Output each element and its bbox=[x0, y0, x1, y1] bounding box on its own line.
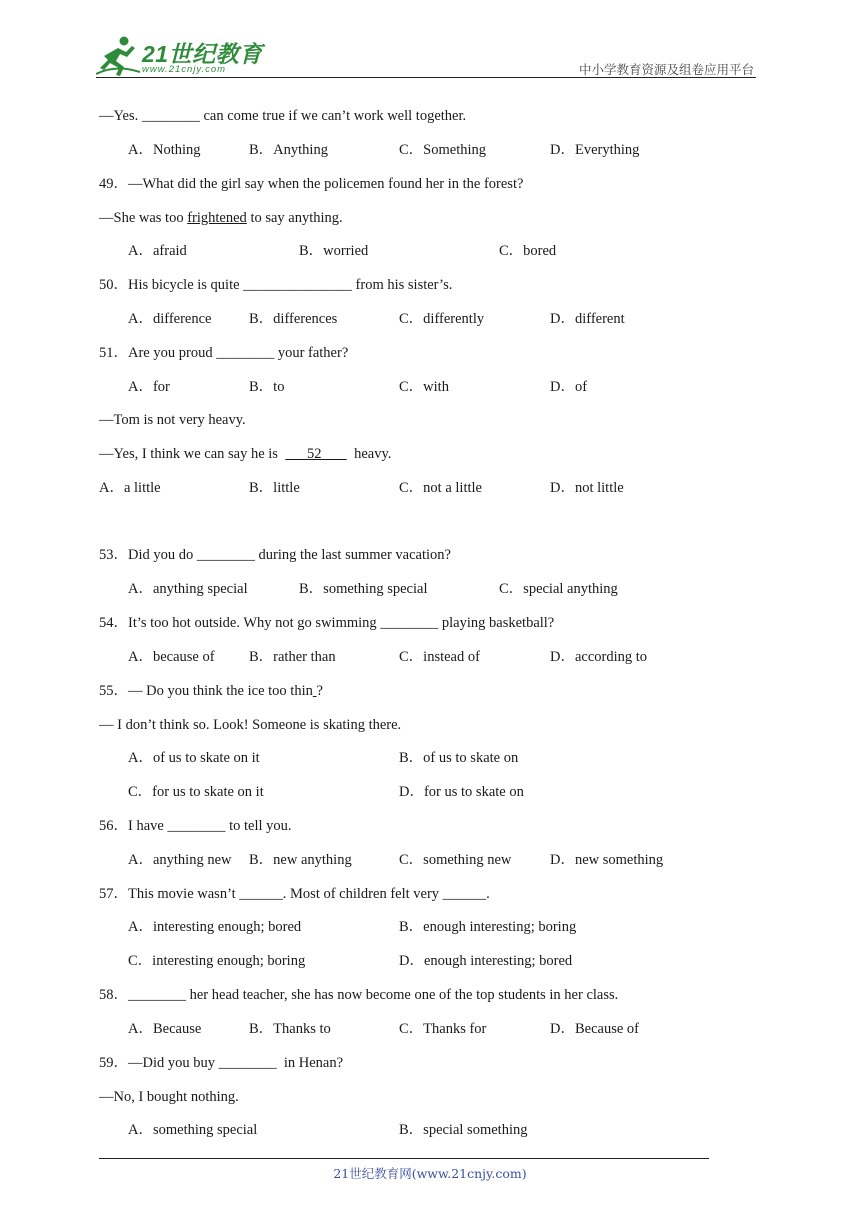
option: D．enough interesting; bored bbox=[399, 953, 573, 969]
option: C．not a little bbox=[399, 480, 482, 496]
footer-text: 21世纪教育网(www.21cnjy.com) bbox=[333, 1166, 527, 1181]
option: A．interesting enough; bored bbox=[128, 919, 302, 935]
question-56: 56．I have ________ to tell you. bbox=[99, 818, 292, 834]
header-platform-text: 中小学教育资源及组卷应用平台 bbox=[578, 62, 754, 77]
option: B．something special bbox=[299, 581, 428, 597]
option: C．special anything bbox=[499, 581, 618, 597]
option: A．afraid bbox=[128, 243, 187, 259]
option: A．Nothing bbox=[128, 142, 201, 158]
logo-sub-text: www.21cnjy.com bbox=[142, 64, 227, 75]
option: C．Thanks for bbox=[399, 1021, 487, 1037]
option: D．Everything bbox=[550, 142, 640, 158]
option: D．Because of bbox=[550, 1021, 639, 1037]
option: B．special something bbox=[399, 1122, 528, 1138]
option: D．of bbox=[550, 379, 588, 395]
option: D．according to bbox=[550, 649, 648, 665]
option: A．because of bbox=[128, 649, 215, 665]
option: C．Something bbox=[399, 142, 487, 158]
option: D．for us to skate on bbox=[399, 784, 524, 800]
option: B．to bbox=[249, 379, 285, 395]
option: B．differences bbox=[249, 311, 338, 327]
option: B．Anything bbox=[249, 142, 328, 158]
runner-logo-icon bbox=[96, 34, 142, 78]
question-50: 50．His bicycle is quite _______________ from his sister’s. bbox=[99, 277, 453, 293]
text: —Yes, I think we can say he is bbox=[99, 446, 286, 462]
question-58: 58．________ her head teacher, she has now become one of the top students in her class. bbox=[99, 987, 619, 1003]
dialogue-line: —Tom is not very heavy. bbox=[99, 412, 246, 428]
footer-divider bbox=[99, 1158, 709, 1159]
question-52 bbox=[99, 445, 391, 463]
question-53: 53．Did you do ________ during the last summer vacation? bbox=[99, 547, 451, 563]
option: C．differently bbox=[399, 311, 485, 327]
option: A．anything special bbox=[128, 581, 248, 597]
option: D．not little bbox=[550, 480, 624, 496]
text: ? bbox=[316, 683, 323, 699]
option: C．with bbox=[399, 379, 449, 395]
question-51: 51．Are you proud ________ your father? bbox=[99, 345, 349, 361]
option: A．Because bbox=[128, 1021, 202, 1037]
option: B．rather than bbox=[249, 649, 336, 665]
option: D．different bbox=[550, 311, 625, 327]
option: B．worried bbox=[299, 243, 369, 259]
option: A．something special bbox=[128, 1122, 258, 1138]
question-57: 57．This movie wasn’t ______. Most of children felt very ______. bbox=[99, 886, 490, 902]
logo bbox=[96, 34, 276, 78]
option: B．new anything bbox=[249, 852, 352, 868]
text: to say anything. bbox=[246, 210, 343, 226]
option: C．instead of bbox=[399, 649, 480, 665]
header-divider bbox=[96, 77, 756, 78]
option: C．something new bbox=[399, 852, 512, 868]
option: A．of us to skate on it bbox=[128, 750, 260, 766]
option: B．enough interesting; boring bbox=[399, 919, 577, 935]
option: D．new something bbox=[550, 852, 664, 868]
underlined-word: frightened bbox=[187, 210, 247, 226]
page-header bbox=[96, 30, 756, 78]
dialogue-line: — I don’t think so. Look! Someone is skating there. bbox=[99, 717, 402, 733]
option: B．little bbox=[249, 480, 300, 496]
option: B．of us to skate on bbox=[399, 750, 519, 766]
dialogue-line: —No, I bought nothing. bbox=[99, 1089, 239, 1105]
question-49-answer-line bbox=[99, 209, 343, 227]
question-59: 59．—Did you buy ________ in Henan? bbox=[99, 1055, 344, 1071]
blank-52: 52 bbox=[285, 446, 347, 462]
option: C．for us to skate on it bbox=[128, 784, 264, 800]
question-49: 49．—What did the girl say when the policemen found her in the forest? bbox=[99, 176, 524, 192]
text: 55．— Do you think the ice too thin bbox=[99, 683, 313, 699]
option: A．for bbox=[128, 379, 170, 395]
text: heavy. bbox=[346, 446, 392, 462]
option: A．difference bbox=[128, 311, 212, 327]
option: B．Thanks to bbox=[249, 1021, 331, 1037]
question-54: 54．It’s too hot outside. Why not go swimming ________ playing basketball? bbox=[99, 615, 555, 631]
option: A．a little bbox=[99, 480, 161, 496]
option: C．bored bbox=[499, 243, 557, 259]
text: —She was too bbox=[99, 210, 188, 226]
option: C．interesting enough; boring bbox=[128, 953, 306, 969]
logo-main-text: 21世纪教育 bbox=[142, 41, 263, 67]
option: A．anything new bbox=[128, 852, 232, 868]
question-line: —Yes. ________ can come true if we can’t work well together. bbox=[99, 108, 467, 124]
question-55 bbox=[99, 682, 323, 700]
